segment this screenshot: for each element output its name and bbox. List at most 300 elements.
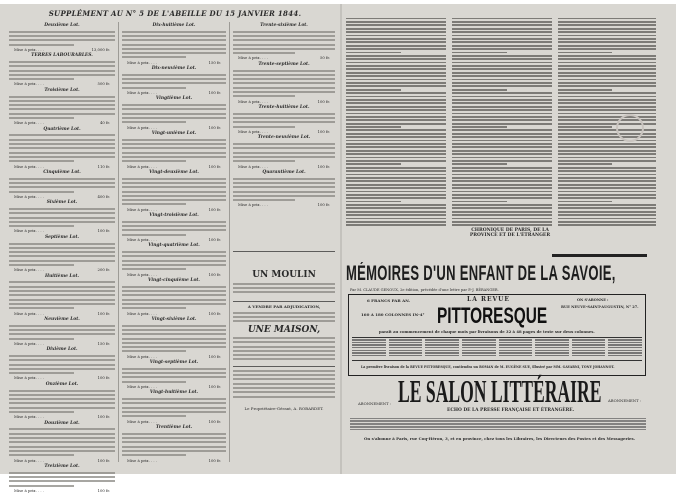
text-line	[452, 38, 552, 40]
text-line	[558, 197, 656, 199]
revue-tagline: paraît au commencement de chaque mois par livraisons de 32 à 48 pages de texte sur deux colonnes.	[379, 329, 595, 334]
price-value: 400 fr.	[97, 193, 110, 199]
text-line	[452, 102, 552, 104]
text-line	[452, 58, 552, 60]
text-line	[558, 136, 656, 138]
text-line	[9, 286, 115, 288]
price-value: 100 fr.	[208, 271, 221, 277]
text-line	[122, 342, 226, 344]
text-line	[9, 96, 115, 98]
text-line	[558, 58, 656, 60]
lot-title: Trente-sixième Lot.	[260, 23, 308, 28]
lot-title: Quarantième Lot.	[262, 169, 306, 175]
price-value: 100 fr.	[208, 384, 221, 390]
text-line	[122, 368, 226, 370]
column-divider	[118, 22, 119, 462]
lot-price	[121, 208, 227, 212]
price-label: Mise à prix. . . .	[14, 193, 45, 199]
toc-line	[389, 339, 423, 340]
lot-price	[8, 195, 116, 199]
text-line	[346, 21, 446, 23]
text-line	[122, 454, 186, 456]
text-line	[452, 140, 552, 142]
text-line	[9, 325, 115, 327]
text-line	[558, 85, 656, 87]
text-line	[346, 177, 446, 179]
text-line	[9, 411, 74, 413]
toc-line	[499, 347, 533, 348]
toc-line	[608, 355, 642, 356]
text-line	[452, 204, 552, 206]
lot-title: Douzième Lot.	[44, 420, 80, 426]
price-value: 100 fr.	[208, 163, 221, 169]
newspaper-sheet	[0, 4, 676, 493]
lot-price	[121, 273, 227, 277]
rule	[552, 254, 647, 257]
text-line	[9, 307, 74, 309]
toc-line	[389, 352, 423, 353]
toc-line	[462, 350, 496, 351]
text-line	[452, 55, 552, 57]
toc-column	[535, 338, 569, 360]
toc-line	[499, 352, 533, 353]
text-line	[452, 48, 552, 50]
lot-title: Treizième Lot.	[44, 463, 80, 469]
text-line	[452, 153, 552, 155]
text-line	[346, 157, 446, 159]
lot-title: Sixième Lot.	[46, 200, 78, 206]
price-value: 100 fr.	[208, 457, 221, 463]
text-line	[452, 184, 552, 186]
text-line	[9, 329, 115, 331]
lot-price	[121, 355, 227, 359]
text-line	[558, 113, 656, 115]
text-line	[233, 126, 295, 128]
text-line	[122, 160, 186, 162]
lot-title: Huitième Lot.	[44, 273, 80, 279]
price-label: Mise à prix. . . .	[127, 124, 158, 130]
text-line	[452, 174, 552, 176]
text-line	[558, 45, 656, 47]
lot-price	[8, 229, 116, 233]
text-line	[9, 134, 115, 136]
text-line	[346, 214, 446, 216]
lot-title: Dix-neuvième Lot.	[151, 66, 197, 72]
text-line	[558, 31, 656, 33]
text-line	[9, 35, 115, 37]
text-line	[346, 38, 446, 40]
text-line	[122, 104, 226, 106]
text-line	[122, 255, 226, 257]
text-line	[558, 92, 656, 94]
text-line	[122, 402, 226, 404]
text-line	[346, 18, 446, 20]
text-line	[233, 195, 335, 197]
text-line	[346, 153, 446, 155]
price-value: 110 fr.	[97, 163, 110, 169]
text-line	[558, 214, 656, 216]
text-line	[452, 68, 552, 70]
revue-footer: La première livraison de la REVUE PITTORESQUE, contiendra un ROMAN de M. EUGÈNE SUE, illustré par MM. GAVARNI, TONY JOHANNOT.	[361, 365, 615, 369]
text-line	[452, 65, 552, 67]
lot-price	[8, 82, 116, 86]
text-line	[122, 186, 226, 188]
text-line	[452, 92, 552, 94]
lot-price	[8, 376, 116, 380]
text-line	[9, 303, 115, 305]
text-line	[346, 187, 446, 189]
toc-line	[389, 355, 423, 356]
toc-line	[572, 350, 606, 351]
text-line	[346, 197, 446, 199]
text-line	[122, 182, 226, 184]
text-line	[346, 194, 446, 196]
text-line	[9, 290, 115, 292]
price-label: Mise à prix. . . .	[238, 202, 269, 208]
lot-title: Deuxième Lot.	[44, 23, 80, 28]
text-line	[122, 48, 226, 50]
text-line	[558, 89, 612, 91]
text-line	[558, 55, 656, 57]
text-line	[9, 281, 115, 283]
text-line	[346, 201, 401, 203]
text-line	[9, 476, 115, 478]
text-line	[122, 191, 226, 193]
toc-column	[499, 338, 533, 360]
lot-title: TERRES LABOURABLES.	[31, 53, 93, 59]
text-line	[346, 79, 446, 81]
price-label: Mise à prix. . . .	[238, 55, 269, 61]
toc-line	[499, 339, 533, 340]
text-line	[122, 229, 226, 231]
text-line	[558, 21, 656, 23]
toc-line	[608, 352, 642, 353]
text-line	[122, 415, 186, 417]
text-line	[558, 126, 612, 128]
text-line	[122, 44, 226, 46]
price-label: Mise à prix. . . .	[14, 310, 45, 316]
text-line	[558, 174, 656, 176]
memoires-banner: MÉMOIRES D'UN ENFANT DE LA SAVOIE,	[346, 262, 616, 285]
text-line	[9, 31, 115, 33]
toc-line	[535, 347, 569, 348]
text-line	[9, 100, 115, 102]
text-line	[9, 428, 115, 430]
text-line	[9, 450, 115, 452]
text-line	[346, 75, 446, 77]
text-line	[9, 186, 115, 188]
text-line	[233, 156, 335, 158]
price-label: Mise à prix. . . .	[127, 457, 158, 463]
text-line	[9, 147, 115, 149]
toc-line	[499, 350, 533, 351]
text-line	[558, 187, 656, 189]
lot-price	[121, 420, 227, 424]
page-header: SUPPLÉMENT AU N° 5 DE L'ABEILLE DU 15 JANVIER 1844.	[48, 9, 302, 18]
toc-line	[535, 339, 569, 340]
lot-price	[232, 130, 336, 134]
toc-line	[608, 344, 642, 345]
column-1	[8, 22, 116, 493]
lot-price	[121, 91, 227, 95]
price-value: 100 fr.	[97, 375, 110, 381]
text-line	[233, 186, 335, 188]
text-line	[233, 44, 335, 46]
text-line	[9, 74, 115, 76]
text-line	[558, 96, 656, 98]
toc-line	[352, 355, 386, 356]
text-line	[452, 24, 552, 26]
toc-column	[389, 338, 423, 360]
text-line	[346, 106, 446, 108]
text-line	[346, 85, 446, 87]
toc-line	[608, 339, 642, 340]
toc-line	[352, 344, 386, 345]
text-line	[346, 204, 446, 206]
text-line	[558, 62, 656, 64]
text-line	[122, 221, 226, 223]
text-line	[9, 454, 74, 456]
text-line	[558, 102, 656, 104]
revue-price: 6 FRANCS PAR AN.	[367, 298, 410, 303]
text-line	[9, 65, 115, 67]
text-line	[233, 91, 335, 93]
text-line	[452, 167, 552, 169]
text-line	[9, 260, 115, 262]
text-line	[346, 82, 446, 84]
toc-line	[462, 347, 496, 348]
lot-price	[232, 203, 336, 207]
text-line	[122, 56, 186, 58]
price-label: Mise à prix. . . .	[14, 414, 45, 420]
text-line	[558, 150, 656, 152]
text-line	[452, 31, 552, 33]
text-line	[452, 41, 552, 43]
text-line	[122, 156, 226, 158]
price-value: 100 fr.	[208, 237, 221, 243]
lot-price	[232, 100, 336, 104]
text-line	[122, 411, 226, 413]
text-line	[346, 113, 446, 115]
text-line	[452, 207, 552, 209]
lot-price	[8, 268, 116, 272]
text-line	[9, 208, 115, 210]
text-line	[452, 129, 552, 131]
text-line	[558, 177, 656, 179]
text-line	[9, 480, 115, 482]
text-line	[452, 99, 552, 101]
toc-line	[608, 350, 642, 351]
text-line	[452, 106, 552, 108]
text-line	[558, 180, 656, 182]
text-line	[452, 224, 552, 226]
text-line	[346, 41, 446, 43]
text-line	[122, 268, 186, 270]
text-line	[558, 99, 656, 101]
text-line	[346, 174, 446, 176]
text-line	[346, 224, 446, 226]
toc-line	[572, 342, 606, 343]
toc-line	[389, 347, 423, 348]
text-line	[452, 62, 552, 64]
toc-line	[352, 347, 386, 348]
text-line	[122, 290, 226, 292]
lot-title: Vingt-troisième Lot.	[149, 213, 199, 219]
price-value: 150 fr.	[208, 59, 221, 65]
price-value: 100 fr.	[208, 353, 221, 359]
text-line	[558, 221, 656, 223]
text-line	[558, 163, 612, 165]
text-line	[122, 113, 226, 115]
text-line	[122, 329, 226, 331]
revue-la: LA REVUE	[467, 296, 510, 303]
text-line	[558, 143, 656, 145]
text-line	[9, 247, 115, 249]
toc-line	[462, 342, 496, 343]
text-line	[558, 18, 656, 20]
text-line	[452, 143, 552, 145]
text-line	[122, 346, 226, 348]
price-label: Mise à prix. . . .	[14, 457, 45, 463]
text-line	[452, 96, 552, 98]
text-line	[346, 99, 446, 101]
text-line	[558, 211, 656, 213]
price-label: Mise à prix. . . .	[127, 237, 158, 243]
text-line	[9, 61, 115, 63]
text-line	[452, 211, 552, 213]
price-label: Mise à prix. . . .	[127, 418, 158, 424]
toc-column	[608, 338, 642, 360]
price-label: Mise à prix. . . .	[127, 310, 158, 316]
lot-title: Trente-huitième Lot.	[258, 105, 310, 111]
text-line	[122, 325, 226, 327]
text-line	[452, 218, 552, 220]
lot-title: Vingt-cinquième Lot.	[148, 278, 200, 284]
lot-title: Dixième Lot.	[46, 347, 78, 353]
lot-title: Neuvième Lot.	[44, 316, 80, 322]
text-line	[9, 433, 115, 435]
text-line	[9, 355, 115, 357]
lot-price	[8, 342, 116, 346]
column-2	[121, 22, 227, 467]
salon-subtitle: ECHO DE LA PRESSE FRANÇAISE ET ÉTRANGÈRE.	[447, 408, 575, 413]
text-line	[452, 85, 552, 87]
text-line	[452, 123, 552, 125]
toc-line	[425, 355, 459, 356]
lot-title: Trente-septième Lot.	[258, 61, 310, 67]
text-line	[452, 191, 552, 193]
text-line	[346, 143, 446, 145]
text-line	[558, 35, 656, 37]
text-line	[558, 207, 656, 209]
text-line	[346, 221, 446, 223]
text-line	[122, 437, 226, 439]
text-line	[346, 140, 446, 142]
toc-line	[462, 355, 496, 356]
text-line	[346, 163, 401, 165]
text-line	[452, 82, 552, 84]
text-line	[452, 160, 552, 162]
text-line	[122, 178, 226, 180]
text-line	[452, 119, 552, 121]
text-line	[452, 126, 507, 128]
text-line	[9, 446, 115, 448]
text-line	[122, 303, 226, 305]
text-line	[122, 35, 226, 37]
text-line	[9, 221, 115, 223]
text-line	[558, 204, 656, 206]
text-line	[452, 113, 552, 115]
text-line	[558, 224, 656, 226]
text-line	[346, 92, 446, 94]
text-line	[9, 407, 115, 409]
text-line	[233, 78, 335, 80]
text-line	[122, 78, 226, 80]
lot-title: Vingtième Lot.	[155, 96, 193, 102]
text-line	[9, 160, 74, 162]
text-line	[9, 372, 74, 374]
text-line	[452, 89, 507, 91]
toc-line	[535, 352, 569, 353]
text-line	[452, 133, 552, 135]
price-label: Mise à prix. . . .	[14, 46, 45, 52]
text-line	[452, 75, 552, 77]
text-line	[233, 95, 295, 97]
lot-title: Dix-huitième Lot.	[152, 23, 196, 28]
text-line	[122, 350, 186, 352]
text-line	[558, 109, 656, 111]
text-line	[122, 286, 226, 288]
text-line	[452, 163, 507, 165]
text-line	[9, 294, 115, 296]
price-value: 100 fr.	[208, 124, 221, 130]
text-line	[122, 139, 226, 141]
text-line	[122, 264, 226, 266]
lot-title: Vingt-unième Lot.	[151, 131, 197, 137]
text-line	[9, 143, 115, 145]
toc-line	[499, 342, 533, 343]
text-line	[558, 140, 656, 142]
text-line	[9, 485, 74, 487]
lot-title: Vingt-deuxième Lot.	[149, 169, 199, 175]
text-line	[558, 106, 656, 108]
toc-line	[572, 339, 606, 340]
text-line	[452, 18, 552, 20]
text-line	[346, 191, 446, 193]
lot-title: Onzième Lot.	[45, 381, 79, 387]
revue-address-label: ON S'ABONNE :	[577, 298, 609, 302]
text-line	[233, 52, 295, 54]
lot-title: Quatrième Lot.	[43, 126, 81, 132]
text-line	[452, 146, 552, 148]
toc-line	[608, 342, 642, 343]
right-column-1	[346, 16, 446, 231]
text-line	[9, 333, 115, 335]
price-label: Mise à prix. . . .	[127, 271, 158, 277]
toc-line	[462, 352, 496, 353]
text-line	[233, 82, 335, 84]
text-line	[122, 82, 226, 84]
text-line	[346, 123, 446, 125]
text-line	[9, 104, 115, 106]
text-line	[346, 28, 446, 30]
price-label: Mise à prix. . . .	[127, 353, 158, 359]
lot-price	[8, 312, 116, 316]
toc-line	[572, 355, 606, 356]
text-line	[9, 394, 115, 396]
text-line	[233, 147, 335, 149]
price-label: Mise à prix. . . .	[127, 163, 158, 169]
